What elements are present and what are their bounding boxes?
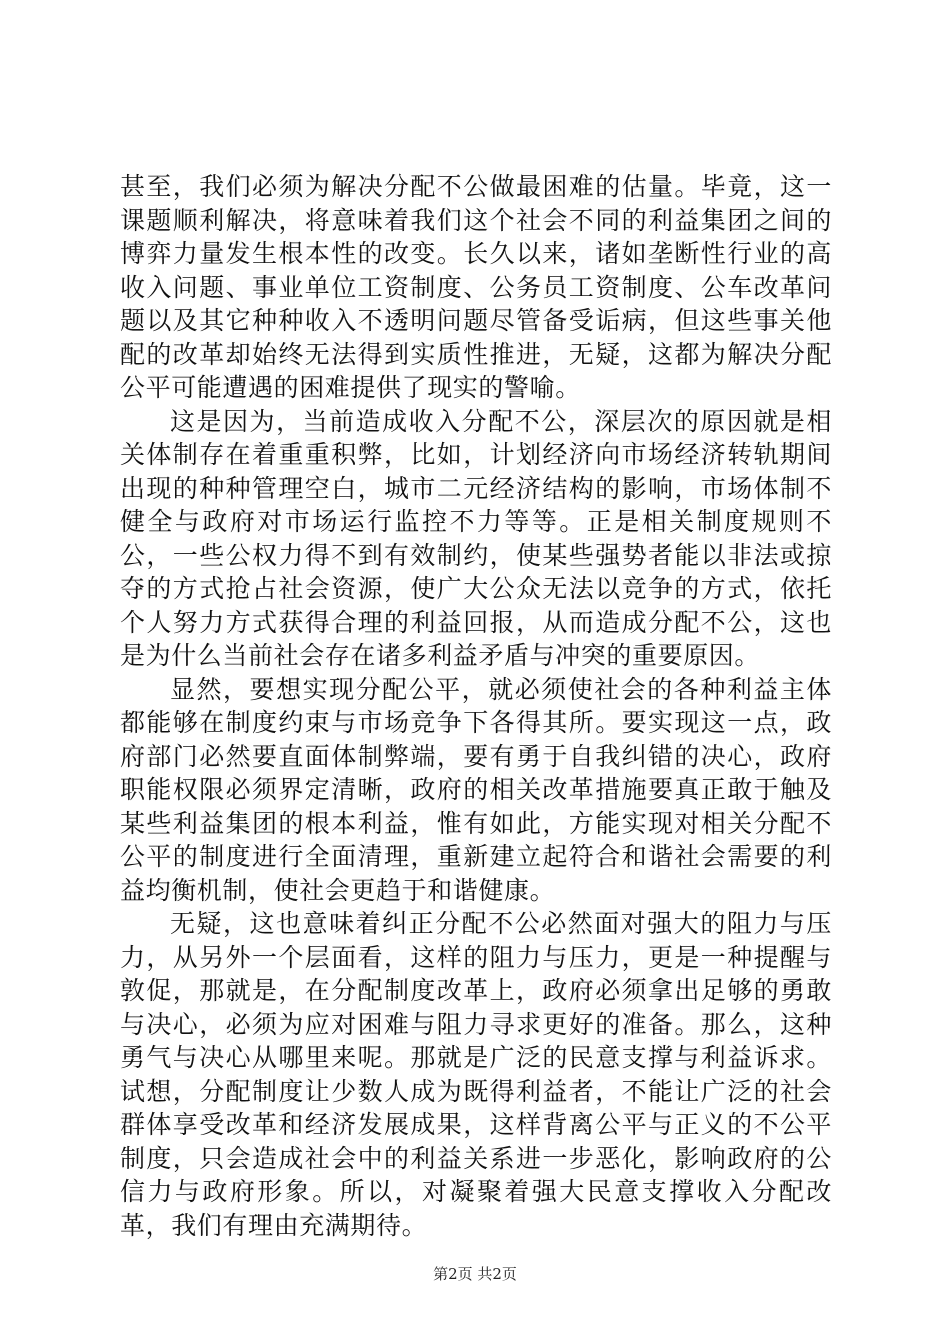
paragraph-1: 甚至，我们必须为解决分配不公做最困难的估量。毕竟，这一课题顺利解决，将意味着我们这个社会不同的利益集团之间的博弈力量发生根本性的改变。长久以来，诸如垄断性行业的高收入问题、事业单位工资制度、公务员工资制度、公车改革问题以及其它种种收入不透明问题尽管备受诟病，但这些事关他配的改革却始终无法得到实质性推进，无疑，这都为解决分配公平可能遭遇的困难提供了现实的警喻。	[120, 172, 832, 402]
paragraph-3: 显然，要想实现分配公平，就必须使社会的各种利益主体都能够在制度约束与市场竞争下各得其所。要实现这一点，政府部门必然要直面体制弊端，要有勇于自我纠错的决心，政府职能权限必须界定清晰，政府的相关改革措施要真正敢于触及某些利益集团的根本利益，惟有如此，方能实现对相关分配不公平的制度进行全面清理，重新建立起符合和谐社会需要的利益均衡机制，使社会更趋于和谐健康。	[120, 674, 832, 905]
paragraph-2: 这是因为，当前造成收入分配不公，深层次的原因就是相关体制存在着重重积弊，比如，计划经济向市场经济转轨期间出现的种种管理空白，城市二元经济结构的影响，市场体制不健全与政府对市场运行监控不力等等。正是相关制度规则不公，一些公权力得不到有效制约，使某些强势者能以非法或掠夺的方式抢占社会资源，使广大公众无法以竞争的方式，依托个人努力方式获得合理的利益回报，从而造成分配不公，这也是为什么当前社会存在诸多利益矛盾与冲突的重要原因。	[120, 406, 832, 670]
page-number-footer: 第2页 共2页	[433, 1265, 517, 1283]
paragraph-4: 无疑，这也意味着纠正分配不公必然面对强大的阻力与压力，从另外一个层面看，这样的阻力与压力，更是一种提醒与敦促，那就是，在分配制度改革上，政府必须拿出足够的勇敢与决心，必须为应对困难与阻力寻求更好的准备。那么，这种勇气与决心从哪里来呢。那就是广泛的民意支撑与利益诉求。试想，分配制度让少数人成为既得利益者，不能让广泛的社会群体享受改革和经济发展成果，这样背离公平与正义的不公平制度，只会造成社会中的利益关系进一步恶化，影响政府的公信力与政府形象。所以，对凝聚着强大民意支撑收入分配改革，我们有理由充满期待。	[120, 909, 832, 1240]
body-text	[120, 170, 832, 1242]
